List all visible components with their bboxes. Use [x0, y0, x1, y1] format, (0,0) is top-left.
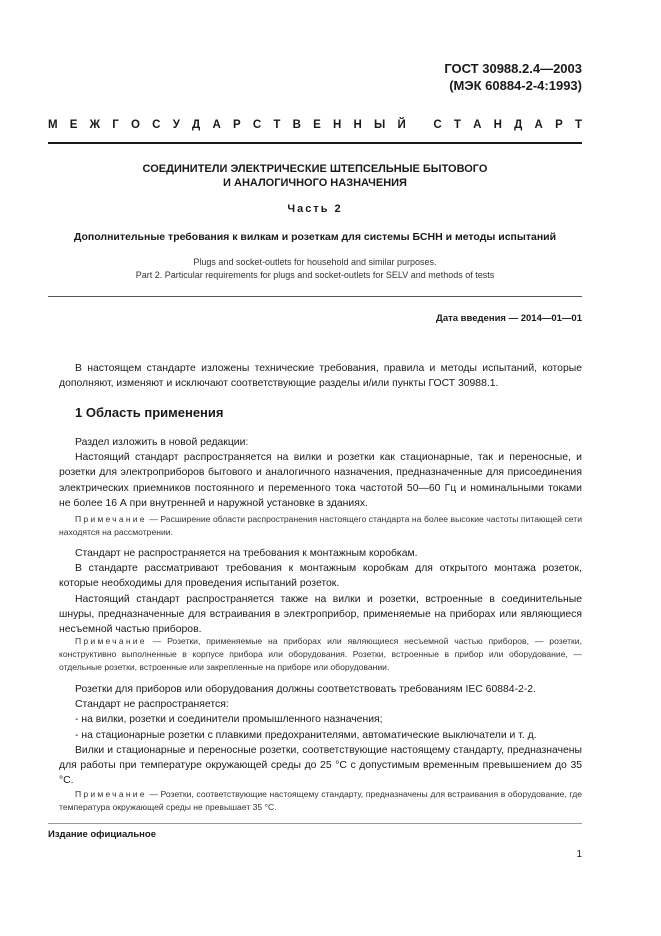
banner-letter: Е	[313, 119, 321, 131]
official-edition-label: Издание официальное	[48, 829, 156, 840]
paragraph: Настоящий стандарт распространяется на вилки и розетки как стационарные, так и переносные, и розетки для электроприборов бытового и аналогичного назначения, предназначенные для присоединения электрических приемников постоянного и переменного тока частотой 50—60 Гц и номинальными токами не более 16 А при внутренней и наружной установке в зданиях.	[59, 452, 582, 509]
section-heading: 1 Область применения	[75, 405, 224, 420]
banner-letter: А	[212, 119, 221, 131]
banner-letter: Г	[112, 119, 119, 131]
banner-letter: Й	[397, 119, 406, 131]
english-title-line1: Plugs and socket-outlets for household and similar purposes.	[193, 257, 437, 267]
banner-letter: О	[131, 119, 140, 131]
paragraph: Настоящий стандарт распространяется также на вилки и розетки, встроенные в соединительные шнуры, предназначенные для встраивания в электроприбор, применяемые на приборах или являющиеся несъемной частью приборов.	[59, 593, 582, 636]
list-item: - на стационарные розетки с плавкими предохранителями, автоматические выключатели и т. д.	[75, 729, 537, 741]
banner-letter: В	[292, 119, 301, 131]
section-body-2	[59, 546, 582, 637]
banner-letter: Н	[332, 119, 342, 131]
title-rule	[48, 296, 582, 297]
banner-letter: Д	[192, 119, 201, 131]
banner-letter: С	[252, 119, 262, 131]
title-line1: СОЕДИНИТЕЛИ ЭЛЕКТРИЧЕСКИЕ ШТЕПСЕЛЬНЫЕ БЫТОВОГО	[142, 163, 488, 175]
note-3	[59, 788, 582, 814]
banner-letter: Н	[353, 119, 362, 131]
banner-letter: А	[473, 119, 482, 131]
interstate-standard-banner	[48, 119, 582, 131]
english-title	[48, 256, 582, 282]
banner-letter: Т	[574, 119, 582, 131]
list-item: - на вилки, розетки и соединители промышленного назначения;	[75, 714, 383, 726]
note-text: — Расширение области распространения настоящего стандарта на более высокие частоты питающей сети находятся на рассмотрении.	[59, 514, 582, 537]
paragraph: Стандарт не распространяется на требования к монтажным коробкам.	[75, 548, 418, 559]
paragraph: В стандарте рассматривают требования к монтажным коробкам для открытого монтажа розеток, которые необходимы для проведения испытаний розеток.	[59, 563, 582, 590]
banner-letter: А	[534, 119, 543, 131]
title-line2: И АНАЛОГИЧНОГО НАЗНАЧЕНИЯ	[223, 177, 407, 189]
banner-letter: Д	[514, 119, 523, 131]
header-rule	[48, 142, 582, 144]
banner-letter: У	[172, 119, 180, 131]
intro-paragraph-block	[59, 361, 582, 391]
paragraph: Вилки и стационарные и переносные розетки, соответствующие настоящему стандарту, предназначены для работы при температуре окружающей среды до 25 °С с допустимым временным превышением до 35 °С.	[59, 744, 582, 787]
note-1	[59, 513, 582, 539]
note-label: Примечание	[75, 636, 147, 646]
standard-code-line2: (МЭК 60884-2-4:1993)	[449, 78, 582, 93]
banner-letter: Е	[69, 119, 78, 131]
document-title	[48, 162, 582, 190]
document-subtitle: Дополнительные требования к вилкам и розеткам для системы БСНН и методы испытаний	[73, 231, 557, 243]
footer-rule	[48, 823, 582, 824]
section-body-1	[59, 435, 582, 511]
section-body-3	[59, 682, 582, 788]
note-text: — Розетки, применяемые на приборах или являющиеся несъемной частью приборов, — розетки, конструктивно выполненные в корпусе прибора или оборудования. Розетки, встроенные в прибор или оборудование, — отдельные розетки, встроенные или закрепленные на приборе или оборудовании.	[59, 636, 582, 672]
banner-gap	[418, 119, 421, 131]
banner-letter: Ы	[374, 119, 386, 131]
introduction-date: Дата введения — 2014—01—01	[436, 313, 582, 324]
note-label: Примечание	[75, 514, 147, 524]
paragraph: Стандарт не распространяется:	[75, 699, 229, 711]
note-label: Примечание	[75, 789, 147, 799]
note-2	[59, 635, 582, 674]
standard-code-line1: ГОСТ 30988.2.4—2003	[444, 61, 582, 76]
standard-code	[444, 60, 582, 94]
intro-paragraph: В настоящем стандарте изложены технические требования, правила и методы испытаний, которые дополняют, изменяют и исключают соответствующие разделы и/или пункты ГОСТ 30988.1.	[59, 363, 582, 390]
banner-letter: Р	[232, 119, 241, 131]
banner-letter: Т	[273, 119, 281, 131]
banner-letter: Н	[493, 119, 502, 131]
english-title-line2: Part 2. Particular requirements for plugs and socket-outlets for SELV and methods of tests	[135, 270, 495, 280]
banner-letter: С	[433, 119, 442, 131]
paragraph: Раздел изложить в новой редакции:	[75, 437, 249, 448]
banner-letter: Ж	[89, 119, 101, 131]
note-text: — Розетки, соответствующие настоящему стандарту, предназначены для встраивания в оборудование, где температура окружающей среды не превышает 35 °С.	[59, 789, 582, 812]
banner-letter: Р	[555, 119, 563, 131]
banner-letter: М	[48, 119, 58, 131]
banner-letter: С	[152, 119, 161, 131]
banner-letter: Т	[453, 119, 461, 131]
part-label: Часть 2	[287, 203, 343, 215]
page-number: 1	[576, 849, 582, 860]
paragraph: Розетки для приборов или оборудования должны соответствовать требованиям IEC 60884-2-2.	[75, 684, 536, 695]
